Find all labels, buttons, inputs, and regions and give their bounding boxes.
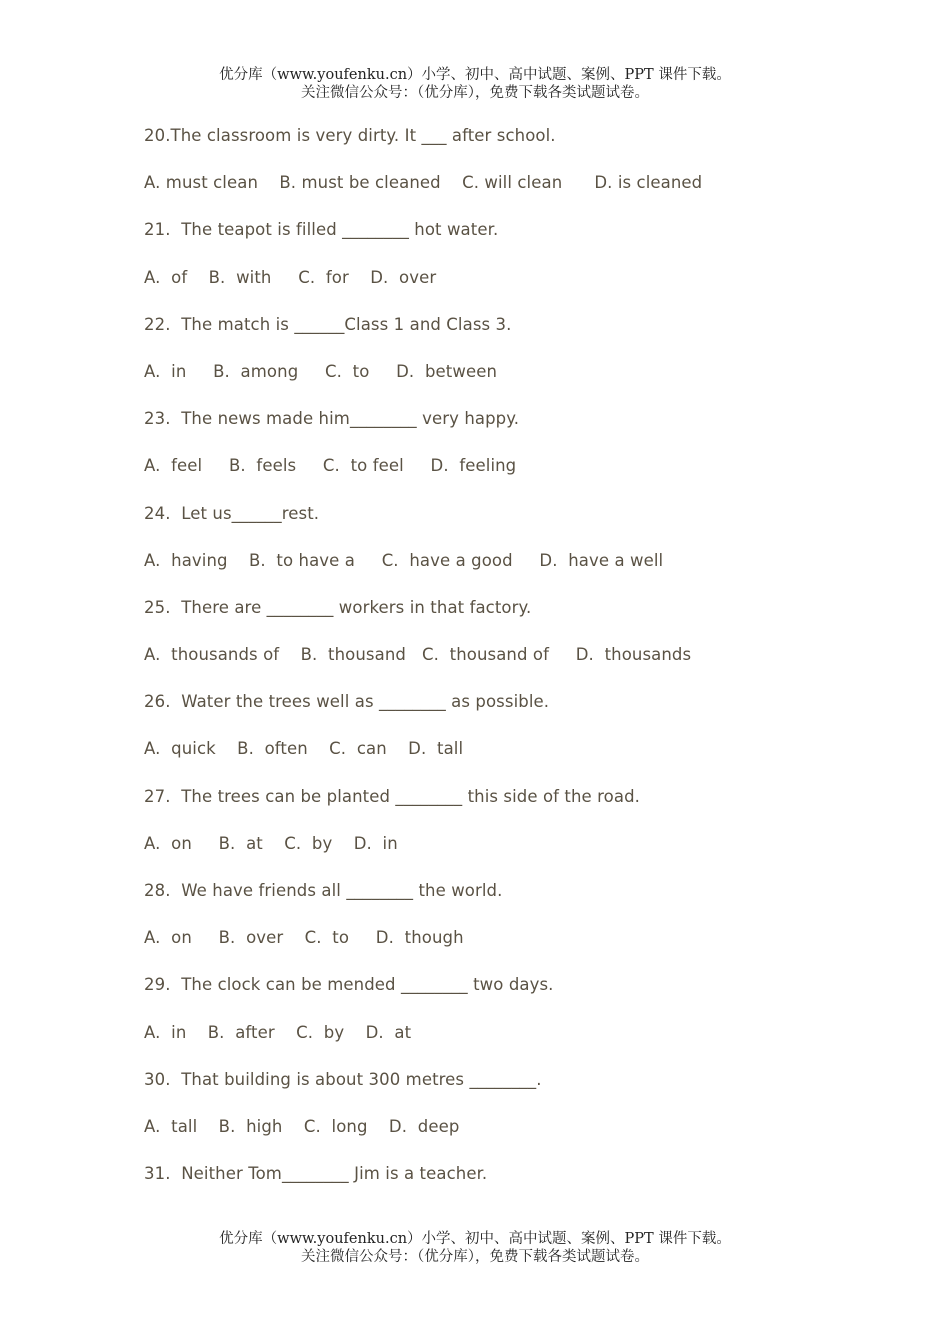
header-line-1: 优分库（www.youfenku.cn）小学、初中、高中试题、案例、PPT 课件下载。 — [219, 67, 731, 83]
question-options: A. in B. among C. to D. between — [144, 361, 498, 381]
question-stem: 28. We have friends all ________ the world. — [144, 881, 503, 900]
question-stem: 27. The trees can be planted ________ this side of the road. — [144, 786, 640, 806]
question-options: A. having B. to have a C. have a good D. have a well — [144, 550, 664, 570]
question-stem: 29. The clock can be mended ________ two days. — [144, 975, 554, 995]
question-stem: 30. That building is about 300 metres ________. — [144, 1069, 542, 1089]
question-stem: 22. The match is ______Class 1 and Class 3. — [144, 314, 512, 334]
question-options: A. on B. over C. to D. though — [144, 928, 464, 948]
footer-line-1: 优分库（www.youfenku.cn）小学、初中、高中试题、案例、PPT 课件下载。 — [219, 1231, 731, 1247]
question-stem: 21. The teapot is filled ________ hot water. — [144, 220, 499, 240]
question-options: A. feel B. feels C. to feel D. feeling — [144, 456, 517, 476]
question-options: A. quick B. often C. can D. tall — [144, 739, 464, 759]
question-options: A. tall B. high C. long D. deep — [144, 1116, 460, 1136]
question-stem: 26. Water the trees well as ________ as possible. — [144, 692, 550, 712]
question-options: A. in B. after C. by D. at — [144, 1022, 412, 1042]
question-options: A. must clean B. must be cleaned C. will clean D. is cleaned — [144, 173, 703, 193]
question-stem: 20.The classroom is very dirty. It ___ after school. — [144, 126, 556, 145]
page-header — [0, 66, 950, 102]
question-options: A. thousands of B. thousand C. thousand of D. thousands — [144, 645, 692, 665]
question-stem: 25. There are ________ workers in that factory. — [144, 597, 532, 617]
page-footer — [0, 1230, 950, 1266]
question-options: A. of B. with C. for D. over — [144, 267, 437, 287]
question-stem: 23. The news made him________ very happy. — [144, 409, 520, 429]
question-stem: 24. Let us______rest. — [144, 503, 320, 523]
header-line-2: 关注微信公众号：（优分库），免费下载各类试题试卷。 — [301, 85, 649, 101]
question-list — [144, 126, 904, 1211]
question-options: A. on B. at C. by D. in — [144, 833, 398, 853]
question-stem: 31. Neither Tom________ Jim is a teacher. — [144, 1164, 488, 1184]
footer-line-2: 关注微信公众号：（优分库），免费下载各类试题试卷。 — [301, 1249, 649, 1265]
